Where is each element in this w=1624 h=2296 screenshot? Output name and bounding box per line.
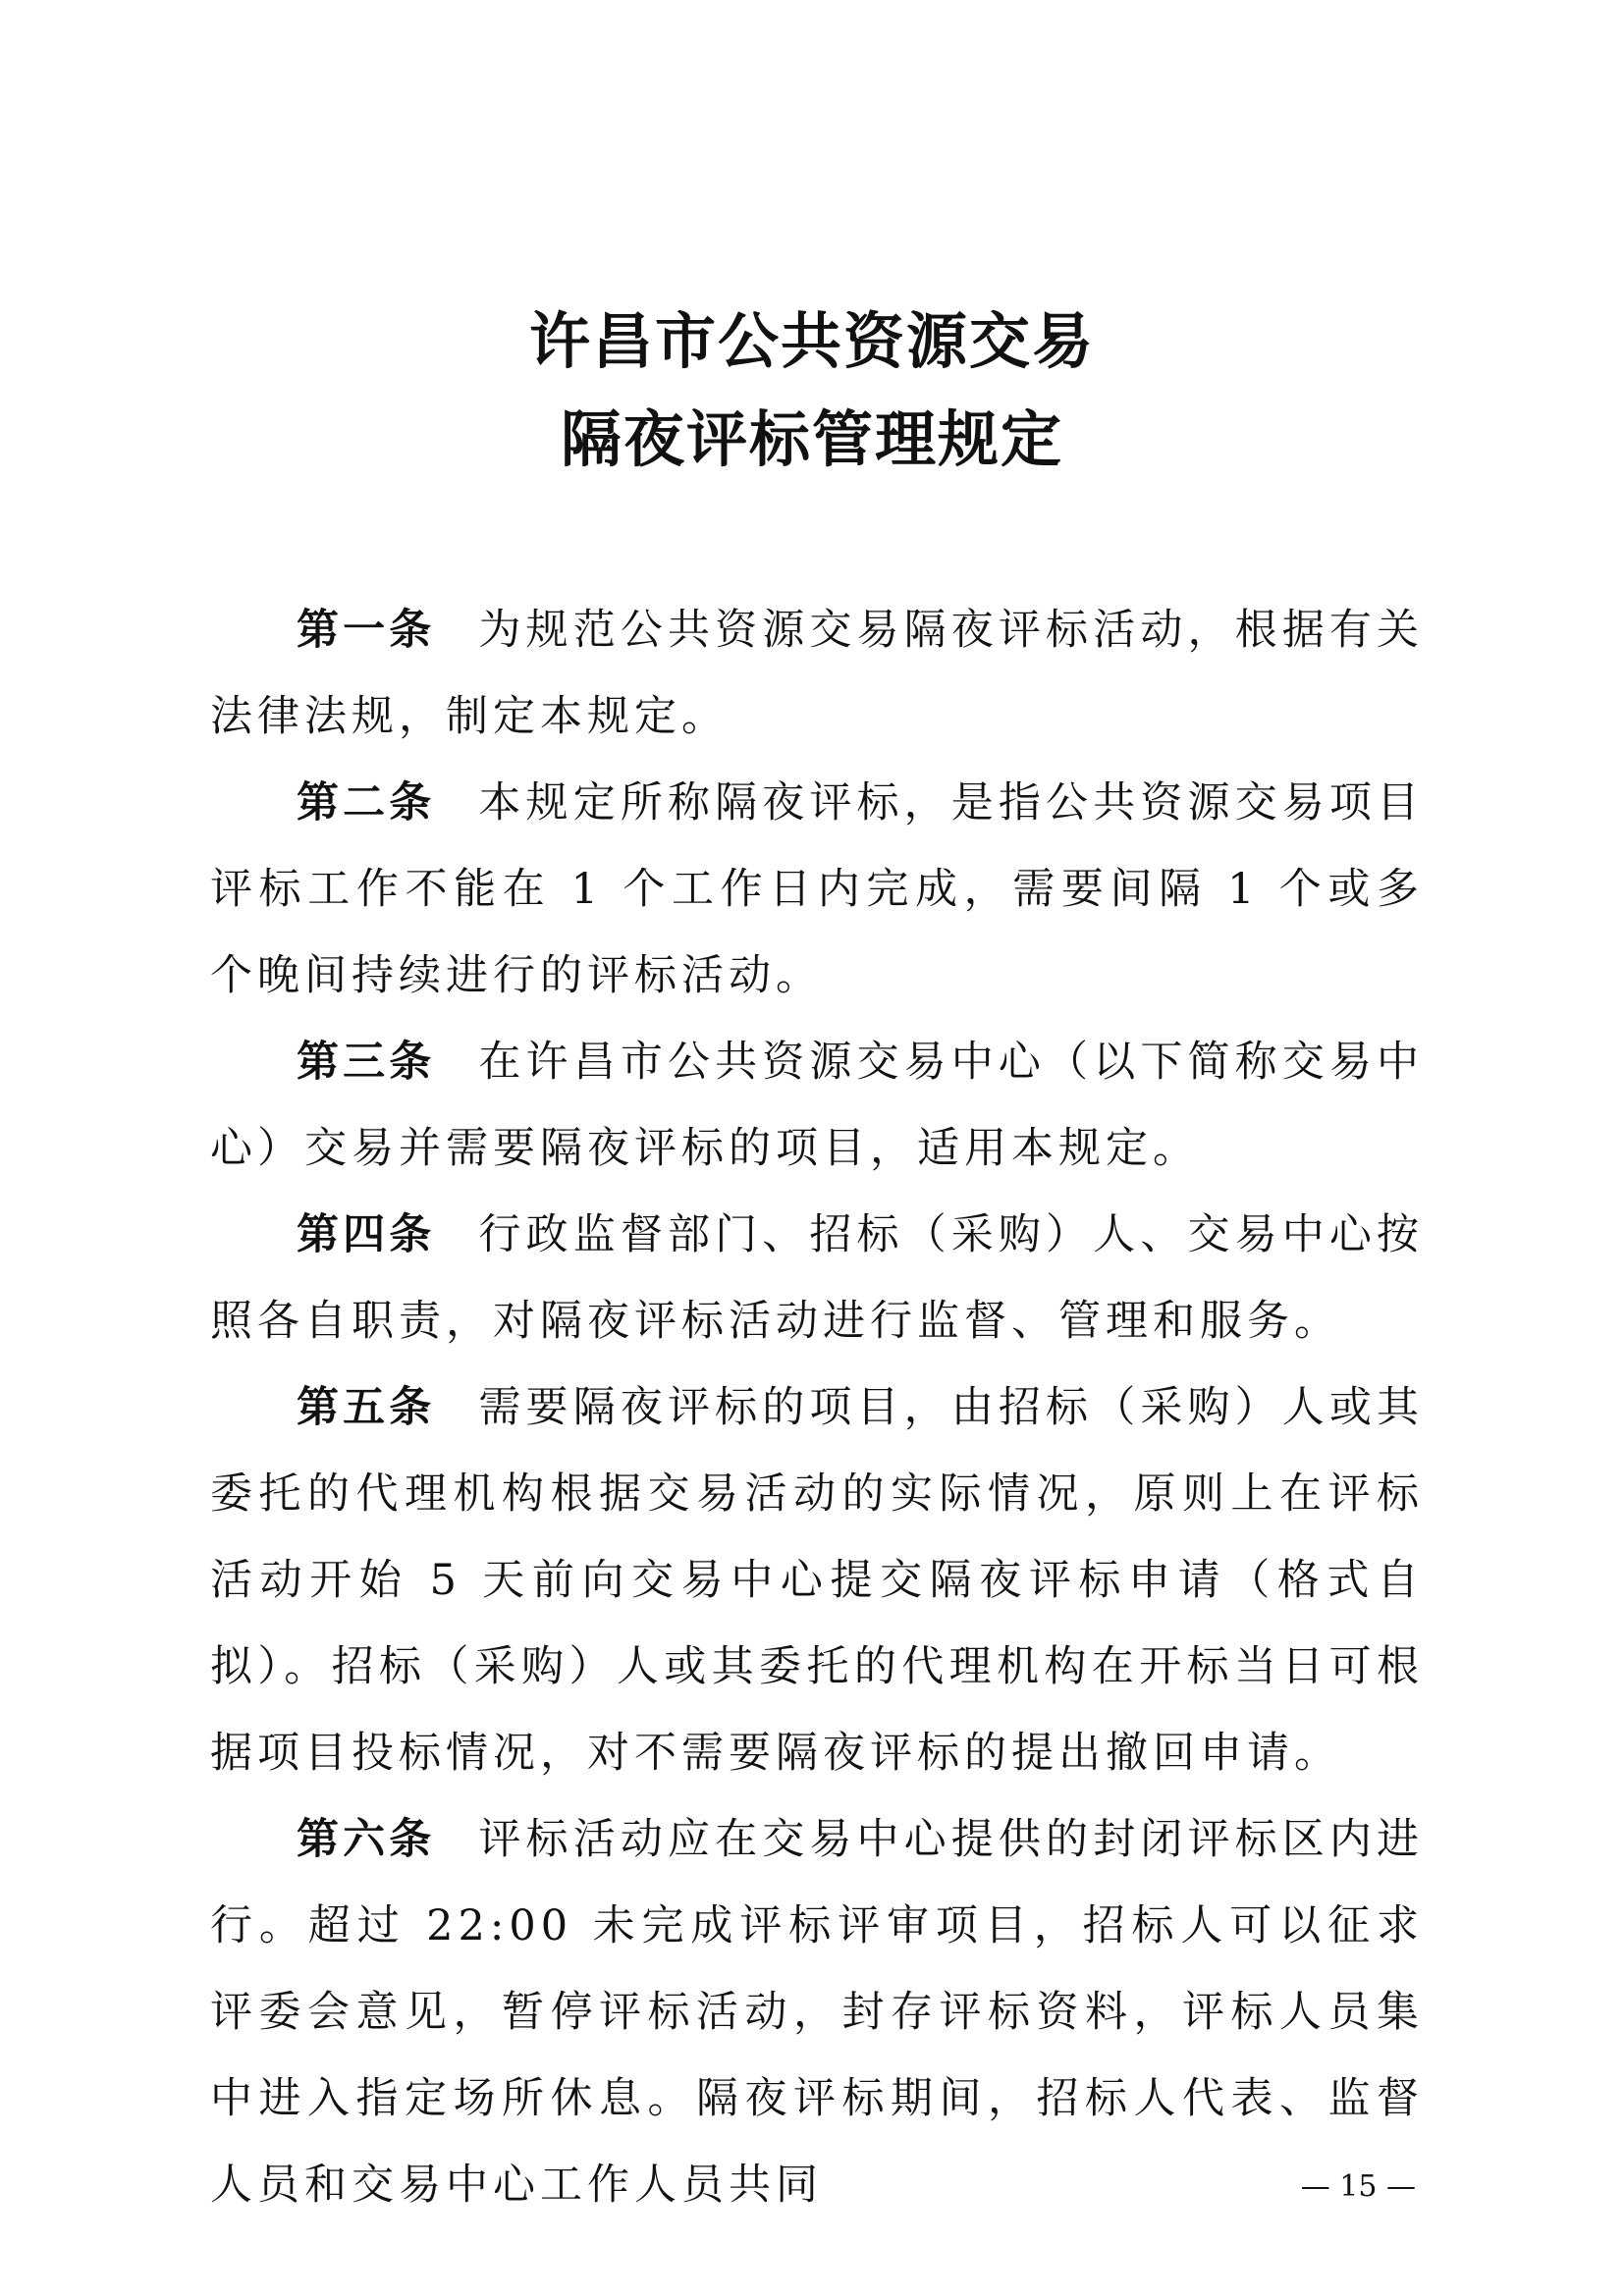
title-line-1: 许昌市公共资源交易 bbox=[528, 305, 1095, 377]
title-line-2: 隔夜评标管理规定 bbox=[560, 403, 1063, 475]
article-text: 评标活动应在交易中心提供的封闭评标区内进行。超过 22:00 未完成评标评审项目，招标人可以征求评委会意见，暂停评标活动，封存评标资料，评标人员集中进入指定场所休息。隔夜评标期间，招标人代表、监督人员和交易中心工作人员共同 bbox=[210, 1815, 1425, 2210]
article-text: 本规定所称隔夜评标，是指公共资源交易项目评标工作不能在 1 个工作日内完成，需要间隔 1 个或多个晚间持续进行的评标活动。 bbox=[210, 778, 1425, 1000]
article-label: 第三条 bbox=[297, 1038, 436, 1087]
document-body bbox=[210, 587, 1424, 2228]
article-3 bbox=[210, 1019, 1424, 1192]
article-1 bbox=[210, 587, 1424, 760]
article-label: 第二条 bbox=[297, 778, 436, 828]
article-label: 第五条 bbox=[297, 1383, 436, 1432]
article-text: 为规范公共资源交易隔夜评标活动，根据有关法律法规，制定本规定。 bbox=[210, 606, 1425, 741]
article-label: 第四条 bbox=[297, 1210, 436, 1259]
article-5 bbox=[210, 1364, 1424, 1796]
article-label: 第一条 bbox=[297, 606, 436, 655]
article-4 bbox=[210, 1192, 1424, 1364]
article-text: 在许昌市公共资源交易中心（以下简称交易中心）交易并需要隔夜评标的项目，适用本规定。 bbox=[210, 1038, 1425, 1173]
document-title bbox=[0, 293, 1624, 489]
article-2 bbox=[210, 760, 1424, 1019]
article-text: 行政监督部门、招标（采购）人、交易中心按照各自职责，对隔夜评标活动进行监督、管理和服务。 bbox=[210, 1210, 1425, 1346]
article-text: 需要隔夜评标的项目，由招标（采购）人或其委托的代理机构根据交易活动的实际情况，原则上在评标活动开始 5 天前向交易中心提交隔夜评标申请（格式自拟）。招标（采购）人或其委托的代理机构在开标当日可根据项目投标情况，对不需要隔夜评标的提出撤回申请。 bbox=[210, 1383, 1425, 1778]
article-6 bbox=[210, 1796, 1424, 2228]
article-label: 第六条 bbox=[297, 1815, 436, 1864]
page-number: — 15 — bbox=[1300, 2169, 1416, 2204]
